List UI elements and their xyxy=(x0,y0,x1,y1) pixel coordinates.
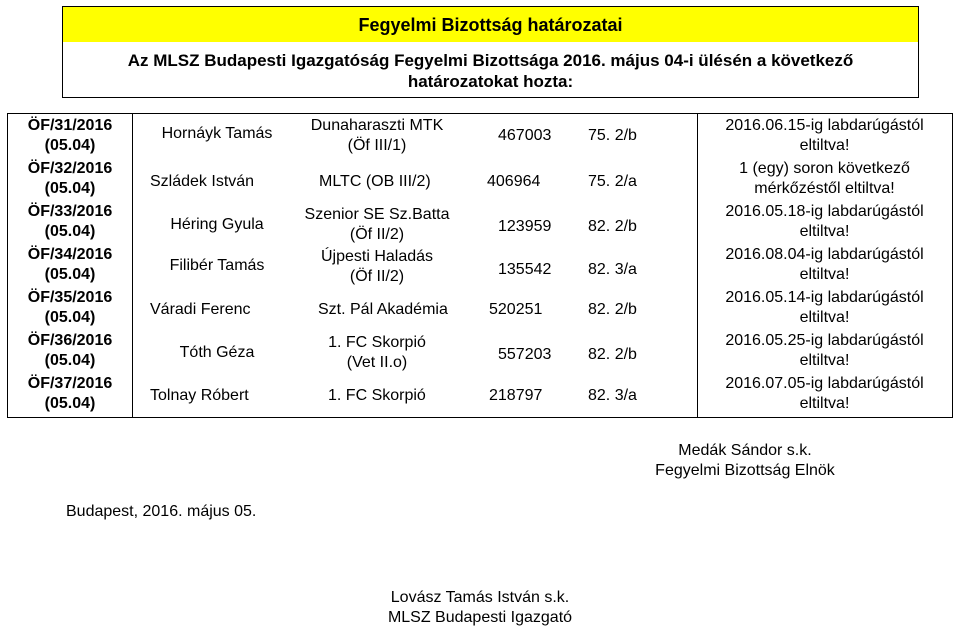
ruling-text: 2016.05.25-ig labdarúgástól xyxy=(725,332,924,349)
rule-reference: 82. 2/b xyxy=(588,218,637,235)
ruling-text: eltiltva! xyxy=(799,223,850,240)
place-and-date: Budapest, 2016. május 05. xyxy=(66,503,257,520)
rule-reference: 82. 2/b xyxy=(588,301,637,318)
case-date: (05.04) xyxy=(44,309,96,326)
club-league: (Öf II/2) xyxy=(349,226,405,243)
director-name: Lovász Tamás István s.k. xyxy=(390,589,570,606)
subtitle-line-2: határozatokat hozta: xyxy=(407,72,574,91)
person-name: Tóth Géza xyxy=(179,344,255,361)
case-date: (05.04) xyxy=(44,266,96,283)
club-name: Szenior SE Sz.Batta xyxy=(304,206,450,223)
club-league: (Vet II.o) xyxy=(346,354,408,371)
chair-title: Fegyelmi Bizottság Elnök xyxy=(655,462,835,479)
ruling-text: eltiltva! xyxy=(799,266,850,283)
case-date: (05.04) xyxy=(44,223,96,240)
case-date: (05.04) xyxy=(44,180,96,197)
person-name: Szládek István xyxy=(150,173,255,190)
rule-reference: 75. 2/b xyxy=(588,127,637,144)
ruling-text: 2016.07.05-ig labdarúgástól xyxy=(725,375,924,392)
club-name: Dunaharaszti MTK xyxy=(310,117,444,134)
registration-number: 467003 xyxy=(498,127,552,144)
club-league: (Öf III/1) xyxy=(347,137,407,154)
ruling-text: eltiltva! xyxy=(799,137,850,154)
ruling-text: eltiltva! xyxy=(799,395,850,412)
ruling-text: 2016.05.14-ig labdarúgástól xyxy=(725,289,924,306)
person-name: Váradi Ferenc xyxy=(150,301,251,318)
case-id: ÖF/36/2016 xyxy=(27,332,113,349)
person-name: Hornáyk Tamás xyxy=(161,125,273,142)
ruling-text: 2016.05.18-ig labdarúgástól xyxy=(725,203,924,220)
registration-number: 557203 xyxy=(498,346,552,363)
registration-number: 406964 xyxy=(487,173,541,190)
registration-number: 123959 xyxy=(498,218,552,235)
ruling-text: eltiltva! xyxy=(799,309,850,326)
director-title: MLSZ Budapesti Igazgató xyxy=(387,609,573,626)
ruling-text: 2016.08.04-ig labdarúgástól xyxy=(725,246,924,263)
case-details-column xyxy=(132,114,698,417)
person-name: Héring Gyula xyxy=(170,216,264,233)
case-id: ÖF/35/2016 xyxy=(27,289,113,306)
subtitle-line-1: Az MLSZ Budapesti Igazgatóság Fegyelmi Bizottsága 2016. május 04-i ülésén a következő xyxy=(127,51,854,70)
club-name: Szt. Pál Akadémia xyxy=(318,301,448,318)
case-date: (05.04) xyxy=(44,352,96,369)
club-name: Újpesti Haladás xyxy=(320,248,434,265)
ruling-text: 2016.06.15-ig labdarúgástól xyxy=(725,117,924,134)
rule-reference: 75. 2/a xyxy=(588,173,637,190)
document-subtitle xyxy=(62,42,919,98)
case-id: ÖF/33/2016 xyxy=(27,203,113,220)
case-id: ÖF/34/2016 xyxy=(27,246,113,263)
ruling-text: mérkőzéstől eltiltva! xyxy=(754,180,895,197)
case-id: ÖF/32/2016 xyxy=(27,160,113,177)
registration-number: 520251 xyxy=(489,301,543,318)
rule-reference: 82. 3/a xyxy=(588,261,637,278)
case-id-column xyxy=(8,114,133,417)
club-league: (Öf II/2) xyxy=(349,268,405,285)
club-name: MLTC (OB III/2) xyxy=(319,173,431,190)
case-id: ÖF/31/2016 xyxy=(27,117,113,134)
case-date: (05.04) xyxy=(44,395,96,412)
registration-number: 135542 xyxy=(498,261,552,278)
club-name: 1. FC Skorpió xyxy=(328,387,426,404)
chair-name: Medák Sándor s.k. xyxy=(678,442,812,459)
person-name: Tolnay Róbert xyxy=(150,387,249,404)
rule-reference: 82. 2/b xyxy=(588,346,637,363)
ruling-text: 1 (egy) soron következő xyxy=(739,160,910,177)
rule-reference: 82. 3/a xyxy=(588,387,637,404)
club-name: 1. FC Skorpió xyxy=(328,334,426,351)
case-id: ÖF/37/2016 xyxy=(27,375,113,392)
person-name: Filibér Tamás xyxy=(169,257,265,274)
decisions-table xyxy=(7,113,953,418)
ruling-text: eltiltva! xyxy=(799,352,850,369)
case-date: (05.04) xyxy=(44,137,96,154)
document-title: Fegyelmi Bizottság határozatai xyxy=(62,6,919,42)
ruling-column xyxy=(697,114,952,417)
registration-number: 218797 xyxy=(489,387,543,404)
